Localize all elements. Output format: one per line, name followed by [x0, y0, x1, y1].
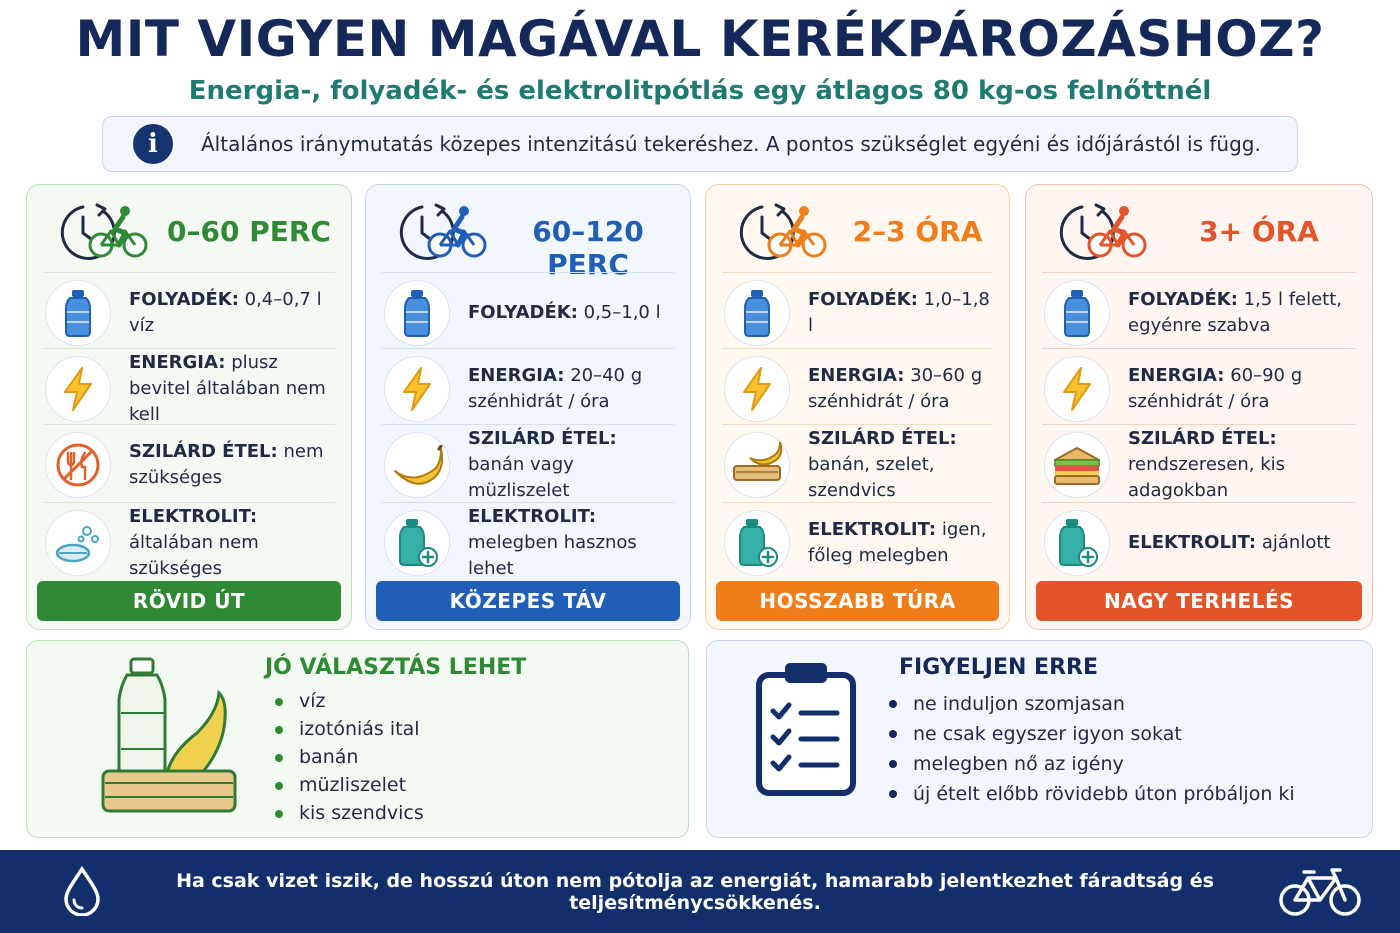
row-divider [43, 348, 335, 349]
page-subtitle: Energia-, folyadék- és elektrolitpótlás egy átlagos 80 kg-os felnőttnél [188, 76, 1212, 106]
row-text [129, 504, 335, 582]
card-row [43, 505, 335, 581]
row-divider [43, 502, 335, 503]
row-label: ENERGIA: [1128, 365, 1225, 386]
good-choices-panel [26, 640, 689, 838]
card-row [722, 505, 993, 581]
row-text [129, 287, 335, 339]
row-text [129, 350, 335, 428]
row-text [808, 363, 993, 415]
row-value: 20–40 g szénhidrát / óra [468, 365, 643, 412]
lightning-icon [724, 356, 790, 422]
lightning-icon [384, 356, 450, 422]
good-choices-title: JÓ VÁLASZTÁS LEHET [265, 655, 527, 680]
row-value: 0,4–0,7 l víz [129, 289, 322, 336]
electrolyte-bottle-icon [1044, 510, 1110, 576]
card-row [382, 427, 674, 503]
card-badge: HOSSZABB TÚRA [716, 581, 999, 621]
bottle-icon [724, 280, 790, 346]
electrolyte-bottle-icon [384, 510, 450, 576]
list-item: ne csak egyszer igyon sokat [889, 719, 1295, 749]
card-header [366, 185, 690, 281]
lightning-icon [45, 356, 111, 422]
row-value: ajánlott [1261, 532, 1331, 553]
bottle-icon [1044, 280, 1110, 346]
card-row [43, 275, 335, 351]
list-item: müzliszelet [275, 771, 424, 799]
row-text [468, 426, 674, 504]
card-title: 3+ ÓRA [1199, 215, 1319, 248]
row-divider [722, 348, 993, 349]
card-row [1042, 505, 1356, 581]
info-banner [102, 116, 1298, 172]
row-value: általában nem szükséges [129, 532, 259, 579]
row-text [1128, 426, 1356, 504]
food-drink-icon [97, 653, 257, 823]
card-title: 2–3 ÓRA [852, 215, 983, 248]
card-badge: KÖZEPES TÁV [376, 581, 680, 621]
card-row [1042, 351, 1356, 427]
list-item: izotóniás ital [275, 715, 424, 743]
footer-text: Ha csak vizet iszik, de hosszú úton nem pótolja az energiát, hamarabb jelentkezhet fáradtság és teljesítménycsökkenés. [176, 869, 1214, 914]
row-label: ELEKTROLIT: [808, 519, 937, 540]
row-divider [1042, 424, 1356, 425]
row-divider [382, 502, 674, 503]
row-divider [722, 502, 993, 503]
card-title: 60–120 PERC [532, 215, 644, 281]
water-drop-icon [62, 866, 102, 916]
row-text [808, 517, 993, 569]
list-item: melegben nő az igény [889, 749, 1295, 779]
card-header [27, 185, 351, 277]
bottle-icon [384, 280, 450, 346]
clipboard-checklist-icon [751, 659, 861, 799]
card-header [1026, 185, 1372, 277]
row-value: 0,5–1,0 l [583, 302, 661, 323]
row-divider [382, 424, 674, 425]
row-text [808, 426, 993, 504]
row-label: SZILÁRD ÉTEL: [808, 428, 957, 449]
row-value: nem szükséges [129, 441, 324, 488]
row-label: ELEKTROLIT: [1128, 532, 1257, 553]
row-value: 1,5 l felett, egyénre szabva [1128, 289, 1343, 336]
row-divider [43, 424, 335, 425]
row-value: 60–90 g szénhidrát / óra [1128, 365, 1303, 412]
row-text [808, 287, 993, 339]
row-label: ELEKTROLIT: [129, 506, 258, 527]
card-badge: NAGY TERHELÉS [1036, 581, 1362, 621]
card-row [1042, 275, 1356, 351]
watch-out-title: FIGYELJEN ERRE [899, 655, 1098, 680]
card-row [382, 505, 674, 581]
row-divider [722, 424, 993, 425]
row-value: rendszeresen, kis adagokban [1128, 454, 1285, 501]
row-label: ENERGIA: [129, 352, 226, 373]
row-value: melegben hasznos lehet [468, 532, 637, 579]
card-row [722, 275, 993, 351]
card-row [1042, 427, 1356, 503]
row-value: banán vagy müzliszelet [468, 454, 574, 501]
row-label: FOLYADÉK: [129, 289, 239, 310]
list-item: kis szendvics [275, 799, 424, 827]
info-icon: i [133, 124, 173, 164]
card-0-60-min [26, 184, 352, 630]
footer-banner [0, 850, 1400, 933]
row-divider [382, 348, 674, 349]
card-row [43, 427, 335, 503]
row-value: 1,0–1,8 l [808, 289, 990, 336]
card-badge: RÖVID ÚT [37, 581, 341, 621]
row-divider [1042, 272, 1356, 273]
banana-bar-icon [724, 432, 790, 498]
list-item: banán [275, 743, 424, 771]
list-item: új ételt előbb rövidebb úton próbáljon ki [889, 779, 1295, 809]
row-text [129, 439, 335, 491]
card-2-3-hours [705, 184, 1010, 630]
card-header [706, 185, 1009, 277]
row-text [468, 504, 674, 582]
watch-out-panel [706, 640, 1373, 838]
list-item: ne induljon szomjasan [889, 689, 1295, 719]
electrolyte-bottle-icon [724, 510, 790, 576]
good-choices-list [275, 687, 424, 827]
row-text [1128, 363, 1356, 415]
row-divider [722, 272, 993, 273]
page-title: MIT VIGYEN MAGÁVAL KERÉKPÁROZÁSHOZ? [75, 10, 1325, 68]
card-row [722, 351, 993, 427]
row-divider [1042, 502, 1356, 503]
card-row [43, 351, 335, 427]
no-food-icon [45, 432, 111, 498]
row-label: SZILÁRD ÉTEL: [468, 428, 617, 449]
row-divider [382, 272, 674, 273]
row-label: FOLYADÉK: [808, 289, 918, 310]
row-label: SZILÁRD ÉTEL: [1128, 428, 1277, 449]
row-label: ELEKTROLIT: [468, 506, 597, 527]
row-text [468, 363, 674, 415]
row-text [468, 300, 661, 326]
row-value: plusz bevitel általában nem kell [129, 352, 326, 425]
card-row [382, 351, 674, 427]
card-3-plus-hours [1025, 184, 1373, 630]
row-text [1128, 287, 1356, 339]
row-value: igen, főleg melegben [808, 519, 987, 566]
sandwich-icon [1044, 432, 1110, 498]
row-label: FOLYADÉK: [468, 302, 578, 323]
row-text [1128, 530, 1330, 556]
row-label: ENERGIA: [808, 365, 905, 386]
card-60-120-min [365, 184, 691, 630]
row-divider [1042, 348, 1356, 349]
row-value: 30–60 g szénhidrát / óra [808, 365, 983, 412]
info-text: Általános iránymutatás közepes intenzitású tekeréshez. A pontos szükséglet egyéni és időjárástól is függ. [201, 132, 1261, 156]
row-value: banán, szelet, szendvics [808, 454, 935, 501]
card-title: 0–60 PERC [167, 215, 331, 248]
watch-out-list [889, 689, 1295, 809]
tablet-icon [45, 510, 111, 576]
card-row [382, 275, 674, 351]
row-label: FOLYADÉK: [1128, 289, 1238, 310]
bicycle-icon [1278, 866, 1362, 918]
bottle-icon [45, 280, 111, 346]
row-divider [43, 272, 335, 273]
list-item: víz [275, 687, 424, 715]
card-row [722, 427, 993, 503]
row-label: SZILÁRD ÉTEL: [129, 441, 278, 462]
row-label: ENERGIA: [468, 365, 565, 386]
banana-icon [384, 432, 450, 498]
lightning-icon [1044, 356, 1110, 422]
